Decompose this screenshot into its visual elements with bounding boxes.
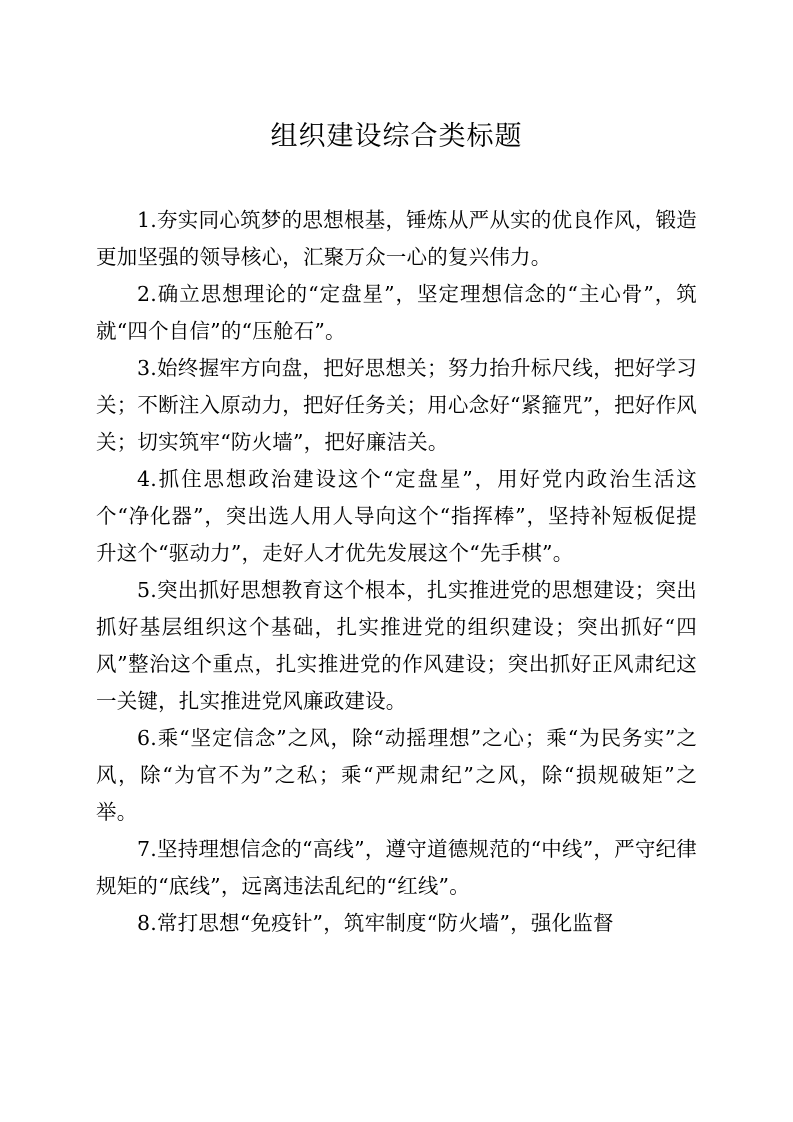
page-title: 组织建设综合类标题 — [270, 121, 523, 152]
paragraph: 5.突出抓好思想教育这个根本，扎实推进党的思想建设；突出抓好基层组织这个基础，扎实推进党的组织建设；突出抓好“四风”整治这个重点，扎实推进党的作风建设；突出抓好正风肃纪这一关键，扎实推进党风廉政建设。 — [96, 577, 697, 713]
paragraph: 3.始终握牢方向盘，把好思想关；努力抬升标尺线，把好学习关；不断注入原动力，把好任务关；用心念好“紧箍咒”，把好作风关；切实筑牢“防火墙”，把好廉洁关。 — [96, 355, 697, 454]
paragraph: 1.夯实同心筑梦的思想根基，锤炼从严从实的优良作风，锻造更加坚强的领导核心，汇聚万众一心的复兴伟力。 — [96, 207, 697, 269]
paragraph: 2.确立思想理论的“定盘星”，坚定理想信念的“主心骨”，筑就“四个自信”的“压舱石”。 — [96, 281, 697, 343]
paragraph: 4.抓住思想政治建设这个“定盘星”，用好党内政治生活这个“净化器”，突出选人用人导向这个“指挥棒”，坚持补短板促提升这个“驱动力”，走好人才优先发展这个“先手棋”。 — [96, 466, 697, 565]
paragraph: 6.乘“坚定信念”之风，除“动摇理想”之心；乘“为民务实”之风，除“为官不为”之私；乘“严规肃纪”之风，除“损规破矩”之举。 — [96, 725, 697, 824]
paragraph: 7.坚持理想信念的“高线”，遵守道德规范的“中线”，严守纪律规矩的“底线”，远离违法乱纪的“红线”。 — [96, 836, 697, 898]
document-body — [96, 202, 697, 942]
paragraph: 8.常打思想“免疫针”，筑牢制度“防火墙”，强化监督 — [137, 910, 614, 935]
